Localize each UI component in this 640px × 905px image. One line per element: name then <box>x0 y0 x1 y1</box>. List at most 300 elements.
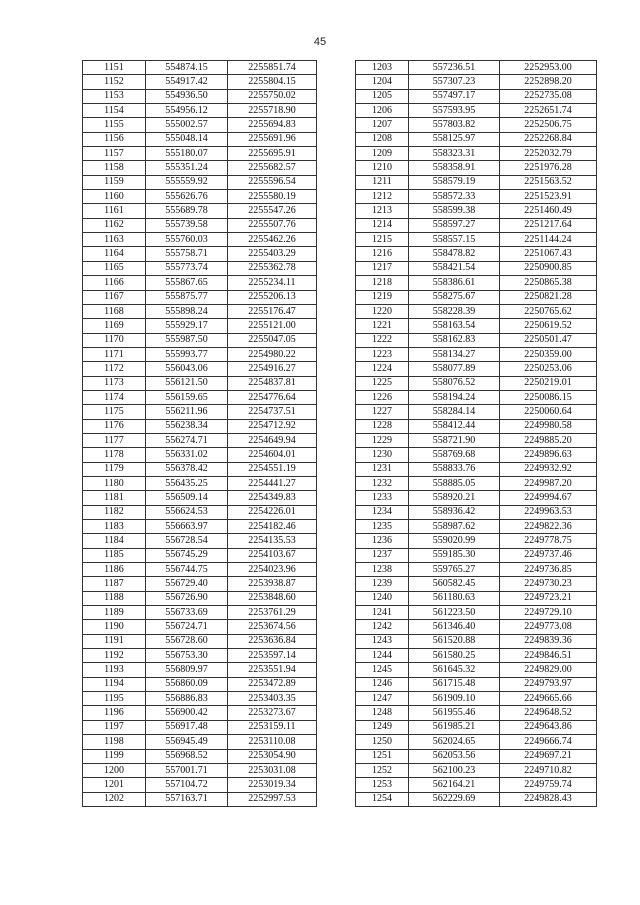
point-number-cell: 1185 <box>83 548 146 562</box>
x-coordinate-cell: 558323.31 <box>409 147 500 161</box>
table-row <box>83 75 317 89</box>
point-number-cell: 1236 <box>356 534 409 548</box>
x-coordinate-cell: 556378.42 <box>146 462 228 476</box>
point-number-cell: 1162 <box>83 218 146 232</box>
y-coordinate-cell: 2251460.49 <box>500 204 597 218</box>
y-coordinate-cell: 2249829.00 <box>500 663 597 677</box>
x-coordinate-cell: 555626.76 <box>146 190 228 204</box>
y-coordinate-cell: 2253031.08 <box>228 763 317 777</box>
x-coordinate-cell: 556733.69 <box>146 606 228 620</box>
point-number-cell: 1191 <box>83 634 146 648</box>
point-number-cell: 1165 <box>83 261 146 275</box>
point-number-cell: 1213 <box>356 204 409 218</box>
point-number-cell: 1201 <box>83 778 146 792</box>
point-number-cell: 1183 <box>83 520 146 534</box>
table-row <box>83 290 317 304</box>
y-coordinate-cell: 2249697.21 <box>500 749 597 763</box>
x-coordinate-cell: 555760.03 <box>146 233 228 247</box>
y-coordinate-cell: 2254551.19 <box>228 462 317 476</box>
y-coordinate-cell: 2251067.43 <box>500 247 597 261</box>
table-row <box>356 347 597 361</box>
table-row <box>83 778 317 792</box>
table-row <box>83 233 317 247</box>
y-coordinate-cell: 2253019.34 <box>228 778 317 792</box>
table-row <box>83 462 317 476</box>
x-coordinate-cell: 557104.72 <box>146 778 228 792</box>
point-number-cell: 1221 <box>356 319 409 333</box>
table-row <box>83 520 317 534</box>
x-coordinate-cell: 556724.71 <box>146 620 228 634</box>
table-row <box>83 161 317 175</box>
table-row <box>83 706 317 720</box>
y-coordinate-cell: 2255507.76 <box>228 218 317 232</box>
y-coordinate-cell: 2254023.96 <box>228 563 317 577</box>
y-coordinate-cell: 2250900.85 <box>500 261 597 275</box>
x-coordinate-cell: 558358.91 <box>409 161 500 175</box>
coordinates-table-right <box>355 60 597 807</box>
x-coordinate-cell: 555875.77 <box>146 290 228 304</box>
y-coordinate-cell: 2252997.53 <box>228 792 317 806</box>
x-coordinate-cell: 561520.88 <box>409 634 500 648</box>
table-row <box>83 620 317 634</box>
x-coordinate-cell: 559765.27 <box>409 563 500 577</box>
y-coordinate-cell: 2250359.00 <box>500 347 597 361</box>
y-coordinate-cell: 2253674.56 <box>228 620 317 634</box>
table-row <box>356 663 597 677</box>
point-number-cell: 1173 <box>83 376 146 390</box>
table-row <box>356 190 597 204</box>
point-number-cell: 1229 <box>356 433 409 447</box>
x-coordinate-cell: 557001.71 <box>146 763 228 777</box>
x-coordinate-cell: 555773.74 <box>146 261 228 275</box>
table-row <box>83 405 317 419</box>
point-number-cell: 1249 <box>356 720 409 734</box>
point-number-cell: 1233 <box>356 491 409 505</box>
y-coordinate-cell: 2249963.53 <box>500 505 597 519</box>
table-row <box>83 448 317 462</box>
point-number-cell: 1152 <box>83 75 146 89</box>
y-coordinate-cell: 2250501.47 <box>500 333 597 347</box>
x-coordinate-cell: 555048.14 <box>146 132 228 146</box>
table-row <box>83 677 317 691</box>
table-row <box>356 175 597 189</box>
table-row <box>356 419 597 433</box>
y-coordinate-cell: 2255547.26 <box>228 204 317 218</box>
point-number-cell: 1168 <box>83 304 146 318</box>
table-row <box>83 476 317 490</box>
x-coordinate-cell: 558478.82 <box>409 247 500 261</box>
table-row <box>356 448 597 462</box>
point-number-cell: 1177 <box>83 433 146 447</box>
table-row <box>356 290 597 304</box>
y-coordinate-cell: 2250865.38 <box>500 276 597 290</box>
y-coordinate-cell: 2249994.67 <box>500 491 597 505</box>
x-coordinate-cell: 558579.19 <box>409 175 500 189</box>
y-coordinate-cell: 2254737.51 <box>228 405 317 419</box>
point-number-cell: 1157 <box>83 147 146 161</box>
point-number-cell: 1179 <box>83 462 146 476</box>
point-number-cell: 1252 <box>356 763 409 777</box>
table-row <box>83 247 317 261</box>
point-number-cell: 1182 <box>83 505 146 519</box>
x-coordinate-cell: 561223.50 <box>409 606 500 620</box>
x-coordinate-cell: 556728.54 <box>146 534 228 548</box>
table-row <box>83 132 317 146</box>
x-coordinate-cell: 556886.83 <box>146 692 228 706</box>
point-number-cell: 1154 <box>83 104 146 118</box>
point-number-cell: 1227 <box>356 405 409 419</box>
x-coordinate-cell: 556744.75 <box>146 563 228 577</box>
y-coordinate-cell: 2250060.64 <box>500 405 597 419</box>
y-coordinate-cell: 2255851.74 <box>228 61 317 75</box>
table-row <box>83 534 317 548</box>
y-coordinate-cell: 2252953.00 <box>500 61 597 75</box>
x-coordinate-cell: 556726.90 <box>146 591 228 605</box>
x-coordinate-cell: 556043.06 <box>146 362 228 376</box>
x-coordinate-cell: 558162.83 <box>409 333 500 347</box>
y-coordinate-cell: 2251523.91 <box>500 190 597 204</box>
y-coordinate-cell: 2249822.36 <box>500 520 597 534</box>
x-coordinate-cell: 556238.34 <box>146 419 228 433</box>
x-coordinate-cell: 558386.61 <box>409 276 500 290</box>
y-coordinate-cell: 2253110.08 <box>228 735 317 749</box>
x-coordinate-cell: 557593.95 <box>409 104 500 118</box>
y-coordinate-cell: 2253636.84 <box>228 634 317 648</box>
y-coordinate-cell: 2251563.52 <box>500 175 597 189</box>
x-coordinate-cell: 561955.46 <box>409 706 500 720</box>
point-number-cell: 1220 <box>356 304 409 318</box>
x-coordinate-cell: 556435.25 <box>146 476 228 490</box>
y-coordinate-cell: 2253848.60 <box>228 591 317 605</box>
point-number-cell: 1244 <box>356 649 409 663</box>
point-number-cell: 1198 <box>83 735 146 749</box>
y-coordinate-cell: 2249828.43 <box>500 792 597 806</box>
x-coordinate-cell: 558275.67 <box>409 290 500 304</box>
y-coordinate-cell: 2255462.26 <box>228 233 317 247</box>
x-coordinate-cell: 558597.27 <box>409 218 500 232</box>
x-coordinate-cell: 556745.29 <box>146 548 228 562</box>
point-number-cell: 1240 <box>356 591 409 605</box>
point-number-cell: 1163 <box>83 233 146 247</box>
point-number-cell: 1208 <box>356 132 409 146</box>
x-coordinate-cell: 558076.52 <box>409 376 500 390</box>
table-row <box>356 333 597 347</box>
point-number-cell: 1210 <box>356 161 409 175</box>
x-coordinate-cell: 557497.17 <box>409 89 500 103</box>
table-row <box>356 462 597 476</box>
coordinates-table-left <box>82 60 317 807</box>
point-number-cell: 1209 <box>356 147 409 161</box>
x-coordinate-cell: 558421.54 <box>409 261 500 275</box>
table-row <box>356 563 597 577</box>
table-row <box>356 735 597 749</box>
table-row <box>83 175 317 189</box>
x-coordinate-cell: 556274.71 <box>146 433 228 447</box>
point-number-cell: 1212 <box>356 190 409 204</box>
x-coordinate-cell: 555739.58 <box>146 218 228 232</box>
y-coordinate-cell: 2249896.63 <box>500 448 597 462</box>
x-coordinate-cell: 556945.49 <box>146 735 228 749</box>
y-coordinate-cell: 2251976.28 <box>500 161 597 175</box>
table-row <box>83 218 317 232</box>
table-row <box>356 763 597 777</box>
x-coordinate-cell: 556624.53 <box>146 505 228 519</box>
point-number-cell: 1171 <box>83 347 146 361</box>
point-number-cell: 1166 <box>83 276 146 290</box>
y-coordinate-cell: 2252898.20 <box>500 75 597 89</box>
table-row <box>356 706 597 720</box>
table-row <box>83 390 317 404</box>
table-row <box>356 778 597 792</box>
y-coordinate-cell: 2255750.02 <box>228 89 317 103</box>
table-row <box>356 606 597 620</box>
point-number-cell: 1247 <box>356 692 409 706</box>
point-number-cell: 1206 <box>356 104 409 118</box>
point-number-cell: 1200 <box>83 763 146 777</box>
page-number: 45 <box>313 36 327 48</box>
table-row <box>83 491 317 505</box>
point-number-cell: 1250 <box>356 735 409 749</box>
x-coordinate-cell: 555758.71 <box>146 247 228 261</box>
y-coordinate-cell: 2249885.20 <box>500 433 597 447</box>
x-coordinate-cell: 556968.52 <box>146 749 228 763</box>
y-coordinate-cell: 2255121.00 <box>228 319 317 333</box>
y-coordinate-cell: 2255691.96 <box>228 132 317 146</box>
y-coordinate-cell: 2254103.67 <box>228 548 317 562</box>
point-number-cell: 1224 <box>356 362 409 376</box>
y-coordinate-cell: 2255047.05 <box>228 333 317 347</box>
y-coordinate-cell: 2254604.01 <box>228 448 317 462</box>
table-row <box>83 419 317 433</box>
y-coordinate-cell: 2254226.01 <box>228 505 317 519</box>
x-coordinate-cell: 562053.56 <box>409 749 500 763</box>
table-row <box>83 720 317 734</box>
x-coordinate-cell: 562229.69 <box>409 792 500 806</box>
point-number-cell: 1230 <box>356 448 409 462</box>
table-row <box>356 89 597 103</box>
point-number-cell: 1195 <box>83 692 146 706</box>
point-number-cell: 1189 <box>83 606 146 620</box>
y-coordinate-cell: 2249759.74 <box>500 778 597 792</box>
x-coordinate-cell: 561645.32 <box>409 663 500 677</box>
table-row <box>356 132 597 146</box>
table-row <box>356 233 597 247</box>
point-number-cell: 1235 <box>356 520 409 534</box>
point-number-cell: 1207 <box>356 118 409 132</box>
point-number-cell: 1186 <box>83 563 146 577</box>
point-number-cell: 1161 <box>83 204 146 218</box>
table-row <box>83 577 317 591</box>
point-number-cell: 1237 <box>356 548 409 562</box>
x-coordinate-cell: 558936.42 <box>409 505 500 519</box>
x-coordinate-cell: 558412.44 <box>409 419 500 433</box>
y-coordinate-cell: 2254776.64 <box>228 390 317 404</box>
y-coordinate-cell: 2253159.11 <box>228 720 317 734</box>
x-coordinate-cell: 561909.10 <box>409 692 500 706</box>
table-row <box>356 720 597 734</box>
y-coordinate-cell: 2249737.46 <box>500 548 597 562</box>
y-coordinate-cell: 2250765.62 <box>500 304 597 318</box>
x-coordinate-cell: 560582.45 <box>409 577 500 591</box>
x-coordinate-cell: 558163.54 <box>409 319 500 333</box>
point-number-cell: 1219 <box>356 290 409 304</box>
y-coordinate-cell: 2254135.53 <box>228 534 317 548</box>
point-number-cell: 1243 <box>356 634 409 648</box>
table-row <box>83 333 317 347</box>
y-coordinate-cell: 2253761.29 <box>228 606 317 620</box>
y-coordinate-cell: 2255718.90 <box>228 104 317 118</box>
x-coordinate-cell: 558833.76 <box>409 462 500 476</box>
y-coordinate-cell: 2249710.82 <box>500 763 597 777</box>
table-row <box>83 376 317 390</box>
point-number-cell: 1193 <box>83 663 146 677</box>
table-row <box>356 161 597 175</box>
y-coordinate-cell: 2252735.08 <box>500 89 597 103</box>
table-row <box>356 634 597 648</box>
y-coordinate-cell: 2254649.94 <box>228 433 317 447</box>
y-coordinate-cell: 2249648.52 <box>500 706 597 720</box>
table-row <box>83 505 317 519</box>
x-coordinate-cell: 556809.97 <box>146 663 228 677</box>
point-number-cell: 1181 <box>83 491 146 505</box>
point-number-cell: 1214 <box>356 218 409 232</box>
point-number-cell: 1153 <box>83 89 146 103</box>
point-number-cell: 1238 <box>356 563 409 577</box>
x-coordinate-cell: 554874.15 <box>146 61 228 75</box>
y-coordinate-cell: 2249793.97 <box>500 677 597 691</box>
point-number-cell: 1232 <box>356 476 409 490</box>
y-coordinate-cell: 2249730.23 <box>500 577 597 591</box>
x-coordinate-cell: 561346.40 <box>409 620 500 634</box>
table-row <box>356 649 597 663</box>
x-coordinate-cell: 555987.50 <box>146 333 228 347</box>
x-coordinate-cell: 558557.15 <box>409 233 500 247</box>
x-coordinate-cell: 556729.40 <box>146 577 228 591</box>
point-number-cell: 1169 <box>83 319 146 333</box>
y-coordinate-cell: 2254837.81 <box>228 376 317 390</box>
table-row <box>356 118 597 132</box>
table-row <box>83 563 317 577</box>
y-coordinate-cell: 2249643.86 <box>500 720 597 734</box>
table-row <box>356 476 597 490</box>
y-coordinate-cell: 2249665.66 <box>500 692 597 706</box>
table-row <box>356 362 597 376</box>
y-coordinate-cell: 2252268.84 <box>500 132 597 146</box>
x-coordinate-cell: 561180.63 <box>409 591 500 605</box>
y-coordinate-cell: 2253938.87 <box>228 577 317 591</box>
point-number-cell: 1167 <box>83 290 146 304</box>
x-coordinate-cell: 558228.39 <box>409 304 500 318</box>
table-row <box>83 261 317 275</box>
point-number-cell: 1184 <box>83 534 146 548</box>
y-coordinate-cell: 2249773.08 <box>500 620 597 634</box>
point-number-cell: 1178 <box>83 448 146 462</box>
x-coordinate-cell: 559020.99 <box>409 534 500 548</box>
point-number-cell: 1172 <box>83 362 146 376</box>
point-number-cell: 1246 <box>356 677 409 691</box>
table-row <box>356 104 597 118</box>
y-coordinate-cell: 2253054.90 <box>228 749 317 763</box>
point-number-cell: 1253 <box>356 778 409 792</box>
table-row <box>356 390 597 404</box>
y-coordinate-cell: 2254349.83 <box>228 491 317 505</box>
table-row <box>83 304 317 318</box>
x-coordinate-cell: 555002.57 <box>146 118 228 132</box>
point-number-cell: 1245 <box>356 663 409 677</box>
table-row <box>83 548 317 562</box>
x-coordinate-cell: 562164.21 <box>409 778 500 792</box>
table-row <box>83 190 317 204</box>
point-number-cell: 1204 <box>356 75 409 89</box>
y-coordinate-cell: 2249723.21 <box>500 591 597 605</box>
x-coordinate-cell: 561580.25 <box>409 649 500 663</box>
point-number-cell: 1251 <box>356 749 409 763</box>
y-coordinate-cell: 2249778.75 <box>500 534 597 548</box>
y-coordinate-cell: 2249846.51 <box>500 649 597 663</box>
table-row <box>83 663 317 677</box>
point-number-cell: 1164 <box>83 247 146 261</box>
table-row <box>356 548 597 562</box>
y-coordinate-cell: 2255804.15 <box>228 75 317 89</box>
table-row <box>83 104 317 118</box>
x-coordinate-cell: 555689.78 <box>146 204 228 218</box>
point-number-cell: 1199 <box>83 749 146 763</box>
y-coordinate-cell: 2252032.79 <box>500 147 597 161</box>
y-coordinate-cell: 2255695.91 <box>228 147 317 161</box>
y-coordinate-cell: 2255176.47 <box>228 304 317 318</box>
y-coordinate-cell: 2255596.54 <box>228 175 317 189</box>
point-number-cell: 1248 <box>356 706 409 720</box>
point-number-cell: 1194 <box>83 677 146 691</box>
x-coordinate-cell: 556728.60 <box>146 634 228 648</box>
x-coordinate-cell: 558599.38 <box>409 204 500 218</box>
y-coordinate-cell: 2249666.74 <box>500 735 597 749</box>
x-coordinate-cell: 561985.21 <box>409 720 500 734</box>
x-coordinate-cell: 558987.62 <box>409 520 500 534</box>
table-row <box>83 649 317 663</box>
x-coordinate-cell: 558721.90 <box>409 433 500 447</box>
x-coordinate-cell: 556860.09 <box>146 677 228 691</box>
table-row <box>356 505 597 519</box>
table-row <box>83 792 317 806</box>
point-number-cell: 1211 <box>356 175 409 189</box>
x-coordinate-cell: 562100.23 <box>409 763 500 777</box>
y-coordinate-cell: 2255580.19 <box>228 190 317 204</box>
point-number-cell: 1202 <box>83 792 146 806</box>
table-row <box>356 405 597 419</box>
point-number-cell: 1241 <box>356 606 409 620</box>
y-coordinate-cell: 2253551.94 <box>228 663 317 677</box>
table-row <box>356 218 597 232</box>
table-row <box>83 606 317 620</box>
y-coordinate-cell: 2254182.46 <box>228 520 317 534</box>
y-coordinate-cell: 2255206.13 <box>228 290 317 304</box>
x-coordinate-cell: 558920.21 <box>409 491 500 505</box>
y-coordinate-cell: 2250821.28 <box>500 290 597 304</box>
point-number-cell: 1196 <box>83 706 146 720</box>
point-number-cell: 1159 <box>83 175 146 189</box>
table-row <box>356 677 597 691</box>
x-coordinate-cell: 557803.82 <box>409 118 500 132</box>
table-row <box>356 319 597 333</box>
x-coordinate-cell: 562024.65 <box>409 735 500 749</box>
table-row <box>356 577 597 591</box>
x-coordinate-cell: 556211.96 <box>146 405 228 419</box>
point-number-cell: 1151 <box>83 61 146 75</box>
point-number-cell: 1197 <box>83 720 146 734</box>
y-coordinate-cell: 2251217.64 <box>500 218 597 232</box>
x-coordinate-cell: 555559.92 <box>146 175 228 189</box>
